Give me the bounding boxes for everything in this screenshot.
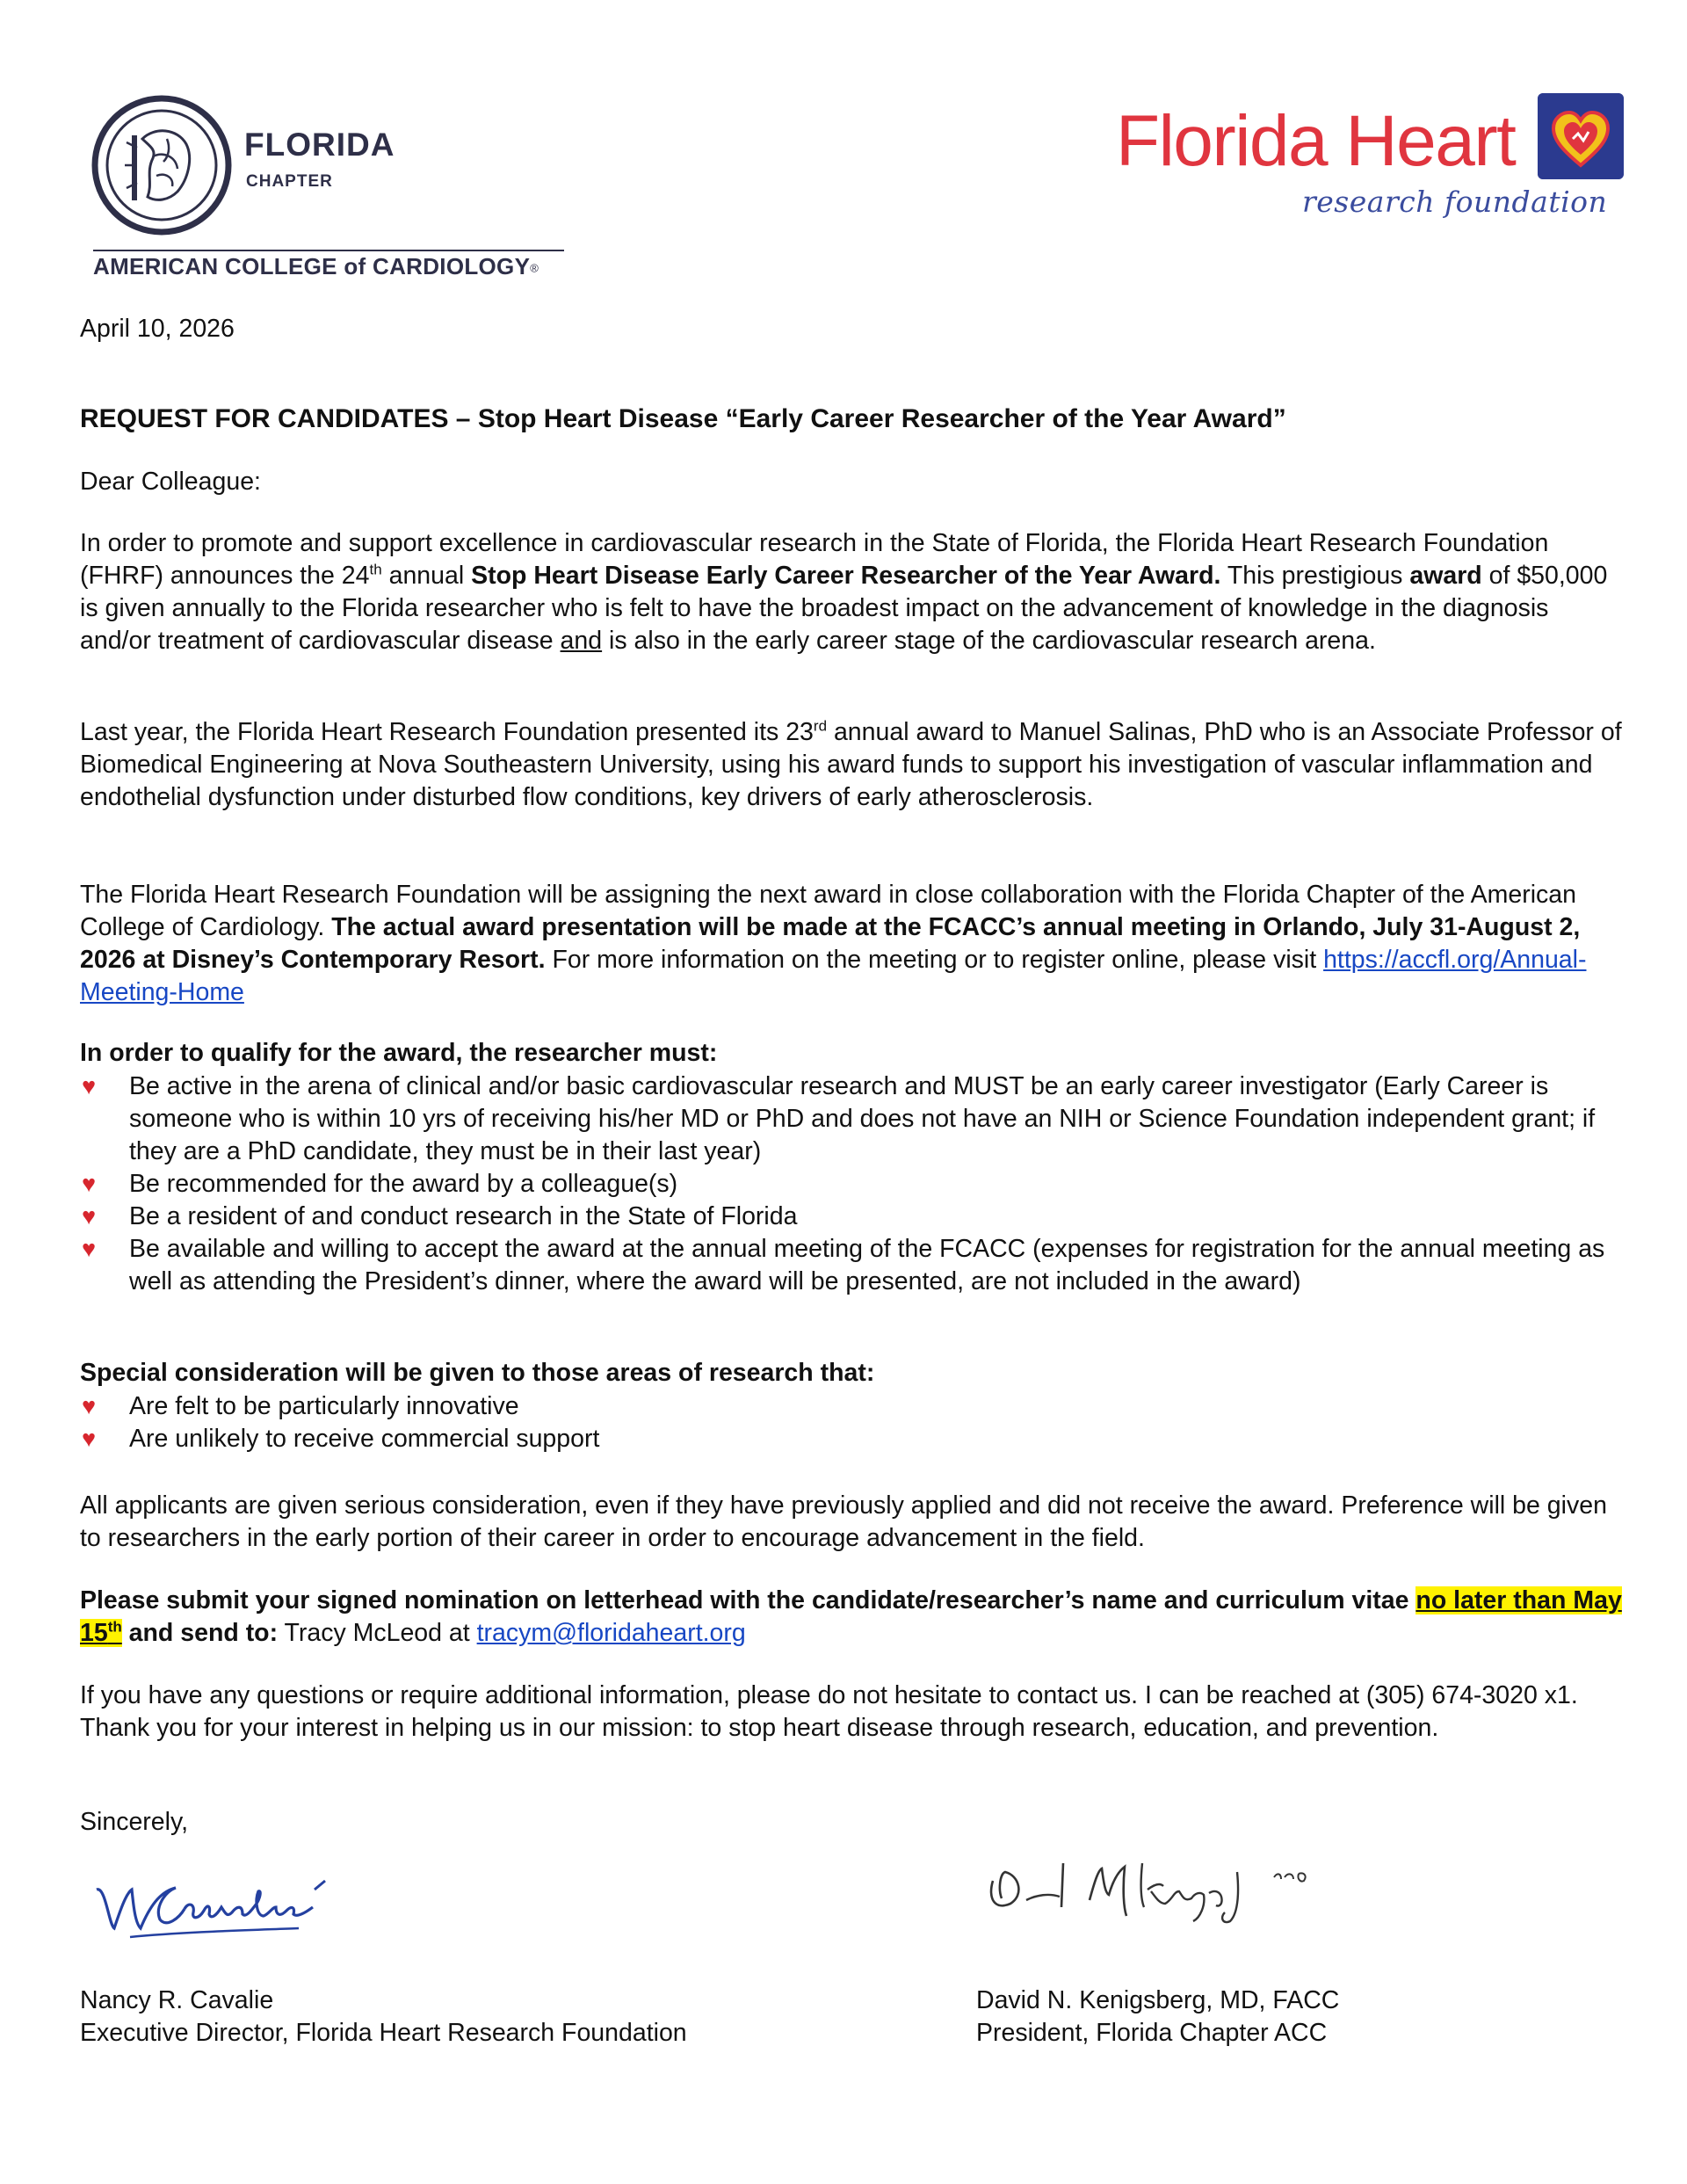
contact-email-link[interactable]: tracym@floridaheart.org [476,1619,746,1647]
acc-divider [93,250,564,251]
kenigsberg-signature [975,1837,1353,1934]
list-item: ♥ Be a resident of and conduct research in the State of Florida [80,1201,1626,1233]
paragraph-submit: Please submit your signed nomination on letterhead with the candidate/researcher’s name and curriculum vitae no later than May 15th and send to: Tracy McLeod at tracym@floridaheart.org [80,1586,1622,1647]
cavalie-signature [79,1854,378,1951]
fhrf-logo-name: Florida Heart [1116,101,1516,181]
list-item: ♥ Be recommended for the award by a colleague(s) [80,1168,1626,1201]
special-heading: Special consideration will be given to those areas of research that: [80,1359,875,1387]
heart-bullet-icon: ♥ [82,1236,97,1262]
signatory-1-name: Nancy R. Cavalie [80,1986,274,2014]
letter-title: REQUEST FOR CANDIDATES – Stop Heart Disease “Early Career Researcher of the Year Award” [80,404,1286,433]
qualify-list [80,1070,1626,1298]
acc-organization-name: AMERICAN COLLEGE of CARDIOLOGY® [93,253,539,279]
list-item: ♥ Be active in the arena of clinical and/or basic cardiovascular research and MUST be an early career investigator (Early Career is someone who is within 10 yrs of receiving his/her MD or PhD and does not have an NIH or Science Foundation independent grant; if they are a PhD candidate, they must be in their last year) [82,1072,1596,1165]
acc-florida-label: FLORIDA [244,127,395,163]
letter-date: April 10, 2026 [80,315,235,343]
heart-bullet-icon: ♥ [82,1171,97,1197]
special-list [80,1390,1626,1455]
list-item: ♥ Be available and willing to accept the award at the annual meeting of the FCACC (expenses for registration for the annual meeting as well as attending the President’s dinner, where the award will be presented, are not included in the award) [82,1235,1605,1295]
heart-bullet-icon: ♥ [82,1073,97,1099]
acc-seal-icon [91,95,232,236]
paragraph-announcement: In order to promote and support excellence in cardiovascular research in the State of Florida, the Florida Heart Research Foundation (FHRF) announces the 24th annual Stop Heart Disease Early Career Researcher of the Year Award. This prestigious award of $50,000 is given annually to the Florida researcher who is felt to have the broadest impact on the advancement of knowledge in the diagnosis and/or treatment of cardiovascular disease and is also in the early career stage of the cardiovascular research arena. [80,529,1608,655]
heart-bullet-icon: ♥ [82,1426,97,1452]
paragraph-contact: If you have any questions or require additional information, please do not hesitate to contact us. I can be reached at (305) 674-3020 x1. Thank you for your interest in helping us in our mission: to stop heart disease through research, education, and prevention. [80,1681,1578,1742]
list-item: ♥ Are felt to be particularly innovative [80,1390,1626,1423]
heart-logo-icon [1538,93,1624,179]
paragraph-applicants: All applicants are given serious consideration, even if they have previously applied and did not receive the award. Preference will be given to researchers in the early portion of their career in order to encourage advancement in the field. [80,1491,1607,1552]
signatory-2-name: David N. Kenigsberg, MD, FACC [976,1986,1340,2014]
closing: Sincerely, [80,1808,189,1836]
qualify-heading: In order to qualify for the award, the researcher must: [80,1039,718,1067]
paragraph-last-year: Last year, the Florida Heart Research Foundation presented its 23rd annual award to Manuel Salinas, PhD who is an Associate Professor of Biomedical Engineering at Nova Southeastern University, using his award funds to support his investigation of vascular inflammation and endothelial dysfunction under disturbed flow conditions, key drivers of early atherosclerosis. [80,717,1622,811]
list-item: ♥ Are unlikely to receive commercial support [80,1423,1626,1455]
signatory-2-title: President, Florida Chapter ACC [976,2019,1328,2047]
heart-bullet-icon: ♥ [82,1393,97,1419]
fhrf-logo-tagline: research foundation [1302,185,1608,219]
signatory-1-title: Executive Director, Florida Heart Research Foundation [80,2019,687,2047]
paragraph-meeting: The Florida Heart Research Foundation will be assigning the next award in close collaboration with the Florida Chapter of the American College of Cardiology. The actual award presentation will be made at the FCACC’s annual meeting in Orlando, July 31-August 2, 2026 at Disney’s Contemporary Resort. For more information on the meeting or to register online, please visit https://accfl.org/Annual-Meeting-Home [80,881,1587,1006]
salutation: Dear Colleague: [80,468,261,496]
acc-florida-chapter-logo [91,95,583,279]
heart-bullet-icon: ♥ [82,1203,97,1230]
fhrf-logo [1116,93,1608,225]
annual-meeting-link[interactable]: https://accfl.org/Annual-Meeting-Home [80,946,1587,1006]
deadline-highlight: no later than May 15th [80,1586,1622,1647]
acc-chapter-label: CHAPTER [246,172,333,191]
